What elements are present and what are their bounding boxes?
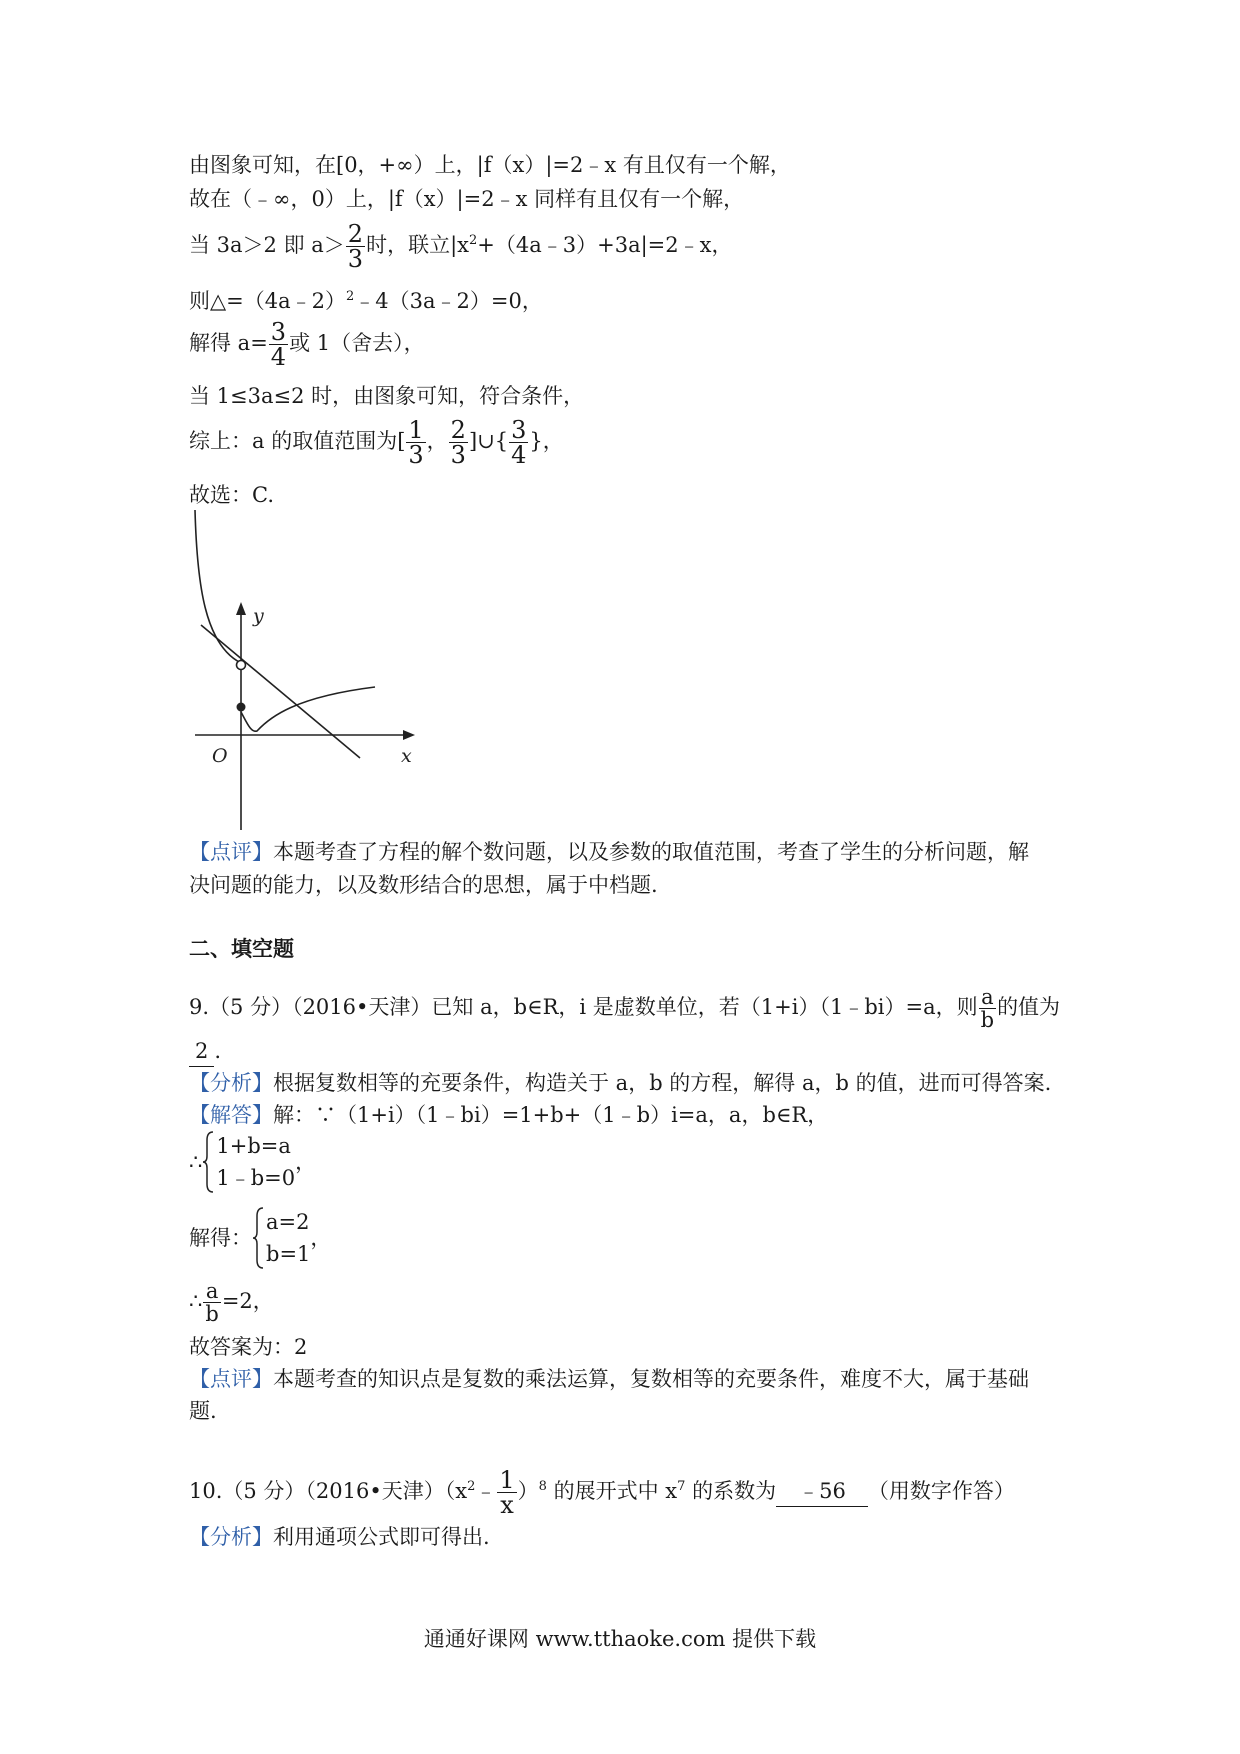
- q9-review-line-2: 题.: [189, 1399, 217, 1423]
- q10-stem: 10.（5 分）（2016•天津）（$x^2﹣$ $\frac{1}{x}$ ）$^8$ 的展开式中 $x^7$ 的系数为 ﹣56 （用数字作答）: [189, 1466, 1015, 1519]
- line-2-minus-x: [201, 625, 360, 758]
- q9-final: 故答案为：2: [189, 1335, 308, 1359]
- fraction-3-4: $\frac{3}{4}$: [270, 318, 287, 371]
- q10-fraction: $\frac{1}{x}$: [499, 1466, 515, 1519]
- x-axis-arrow: [403, 730, 415, 740]
- q10-answer: ﹣56: [776, 1476, 868, 1507]
- q9-answer-line: 2 .: [189, 1036, 221, 1067]
- closed-point: [237, 703, 246, 712]
- function-graph: [185, 505, 425, 830]
- origin-label: O: [212, 745, 228, 767]
- q9-answer: 2: [189, 1036, 214, 1067]
- q9-result-fraction: $\frac{a}{b}$: [205, 1279, 219, 1326]
- q9-solution: 【解答】解：∵（1+i）（1﹣bi）=1+b+（1﹣b）i=a，a，b∈R，: [189, 1103, 829, 1127]
- q9-result: ∴ $\frac{a}{b}$ =2，: [189, 1279, 274, 1326]
- solution-line-2: 故在（﹣∞，0）上，|f（x）|=2﹣x 同样有且仅有一个解，: [189, 187, 745, 211]
- q10-analysis: 【分析】利用通项公式即可得出.: [189, 1525, 490, 1549]
- review-1-line-1: 【点评】本题考查了方程的解个数问题，以及参数的取值范围，考查了学生的分析问题，解: [189, 840, 1029, 864]
- section-heading: 二、填空题: [189, 937, 294, 961]
- solution-line-5: 解得 a= $\frac{3}{4}$ 或 1（舍去），: [189, 318, 425, 371]
- solution-line-1: 由图象可知，在[0，+∞）上，|f（x）|=2﹣x 有且仅有一个解，: [189, 153, 791, 177]
- solution-line-3: 当 3a＞2 即 a＞ $\frac{2}{3}$ 时，联立$|x^2+(4a﹣3)+3a|=2﹣x$，: [189, 220, 733, 273]
- system-brace-2: a=2 b=1: [252, 1206, 310, 1270]
- review-tag: 【点评】: [189, 840, 273, 864]
- q9-analysis: 【分析】根据复数相等的充要条件，构造关于 a，b 的方程，解得 a，b 的值，进而可得答案.: [189, 1071, 1052, 1095]
- fraction-2-3b: $\frac{2}{3}$: [450, 416, 466, 469]
- q9-fraction-a-b: $\frac{a}{b}$: [980, 985, 995, 1032]
- y-axis-arrow: [236, 602, 246, 615]
- fraction-2-3: $\frac{2}{3}$: [347, 220, 364, 273]
- q9-system-2: 解得： a=2 b=1 ，: [189, 1206, 331, 1270]
- y-axis-label: y: [253, 605, 264, 627]
- q9-system-1: ∴ 1+b=a 1﹣b=0 ，: [189, 1130, 316, 1194]
- fraction-3-4b: $\frac{3}{4}$: [511, 416, 527, 469]
- page-footer: 通通好课网 www.tthaoke.com 提供下载: [423, 1627, 817, 1651]
- q9-review-line-1: 【点评】本题考查的知识点是复数的乘法运算，复数相等的充要条件，难度不大，属于基础: [189, 1367, 1029, 1391]
- system-brace-1: 1+b=a 1﹣b=0: [202, 1130, 295, 1194]
- x-axis-label: x: [401, 745, 412, 767]
- right-curve: [241, 687, 375, 731]
- review-1-line-2: 决问题的能力，以及数形结合的思想，属于中档题.: [189, 873, 658, 897]
- solution-line-6: 当 1≤3a≤2 时，由图象可知，符合条件，: [189, 384, 585, 408]
- fraction-1-3: $\frac{1}{3}$: [408, 416, 424, 469]
- solution-line-7: 综上：a 的取值范围为[ $\frac{1}{3}$ ， $\frac{2}{3}$ ]∪{ $\frac{3}{4}$ }，: [189, 416, 564, 469]
- solution-line-8: 故选：C.: [189, 483, 274, 507]
- q9-stem: 9.（5 分）（2016•天津）已知 a，b∈R，i 是虚数单位，若（1+i）（1﹣bi）=a，则 $\frac{a}{b}$ 的值为: [189, 985, 1061, 1032]
- open-point: [237, 661, 246, 670]
- solution-line-4: 则△=（4a﹣2）$^2$﹣4（3a﹣2）=0，: [189, 289, 543, 313]
